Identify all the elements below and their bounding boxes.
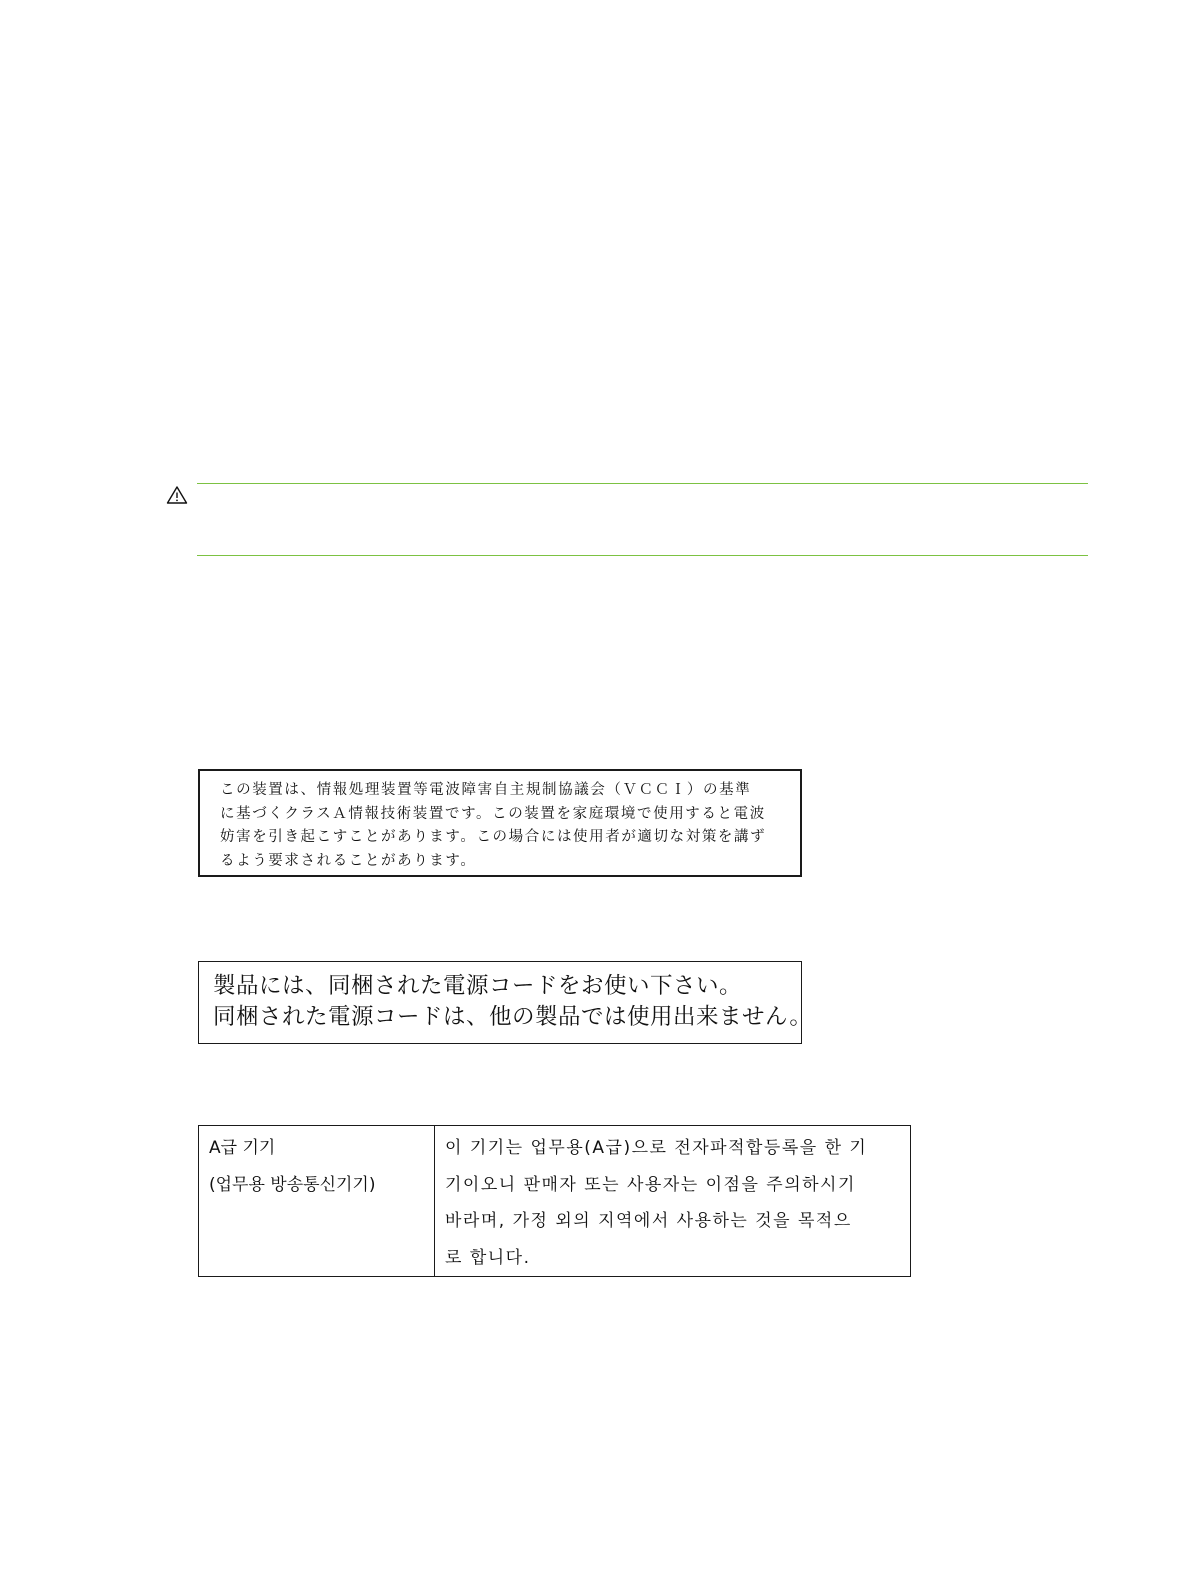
device-class-cell <box>199 1126 435 1277</box>
notice-text-line: 바라며, 가정 외의 지역에서 사용하는 것을 목적으 <box>445 1211 852 1231</box>
device-class-line: (업무용 방송통신기기) <box>209 1174 376 1195</box>
vcci-notice-line: 妨害を引き起こすことがあります。この場合には使用者が適切な対策を講ず <box>220 829 767 845</box>
table-row <box>199 1126 911 1277</box>
notice-text-line: 기이오니 판매자 또는 사용자는 이점을 주의하시기 <box>445 1174 856 1195</box>
power-cord-notice-box <box>198 961 813 1044</box>
power-cord-notice-line: 製品には、同梱された電源コードをお使い下さい。 <box>213 973 743 999</box>
power-cord-notice-line: 同梱された電源コードは、他の製品では使用出来ません。 <box>213 1004 813 1030</box>
warning-triangle-icon <box>166 485 188 505</box>
device-class-line: A급 기기 <box>209 1138 276 1158</box>
vcci-notice-box <box>198 769 802 877</box>
notice-text-cell <box>435 1126 911 1277</box>
notice-text-line: 로 합니다. <box>445 1247 531 1268</box>
caution-bottom-rule <box>197 555 1088 556</box>
korea-emc-notice-table <box>198 1125 911 1277</box>
notice-text-line: 이 기기는 업무용(A급)으로 전자파적합등록을 한 기 <box>445 1138 868 1158</box>
vcci-notice-line: るよう要求されることがあります。 <box>220 852 477 869</box>
caution-top-rule <box>197 483 1088 484</box>
vcci-notice-line: に基づくクラスＡ情報技術装置です。この装置を家庭環境で使用すると電波 <box>220 805 766 822</box>
vcci-notice-line: この装置は、情報処理装置等電波障害自主規制協議会（ＶＣＣＩ）の基準 <box>220 782 752 798</box>
